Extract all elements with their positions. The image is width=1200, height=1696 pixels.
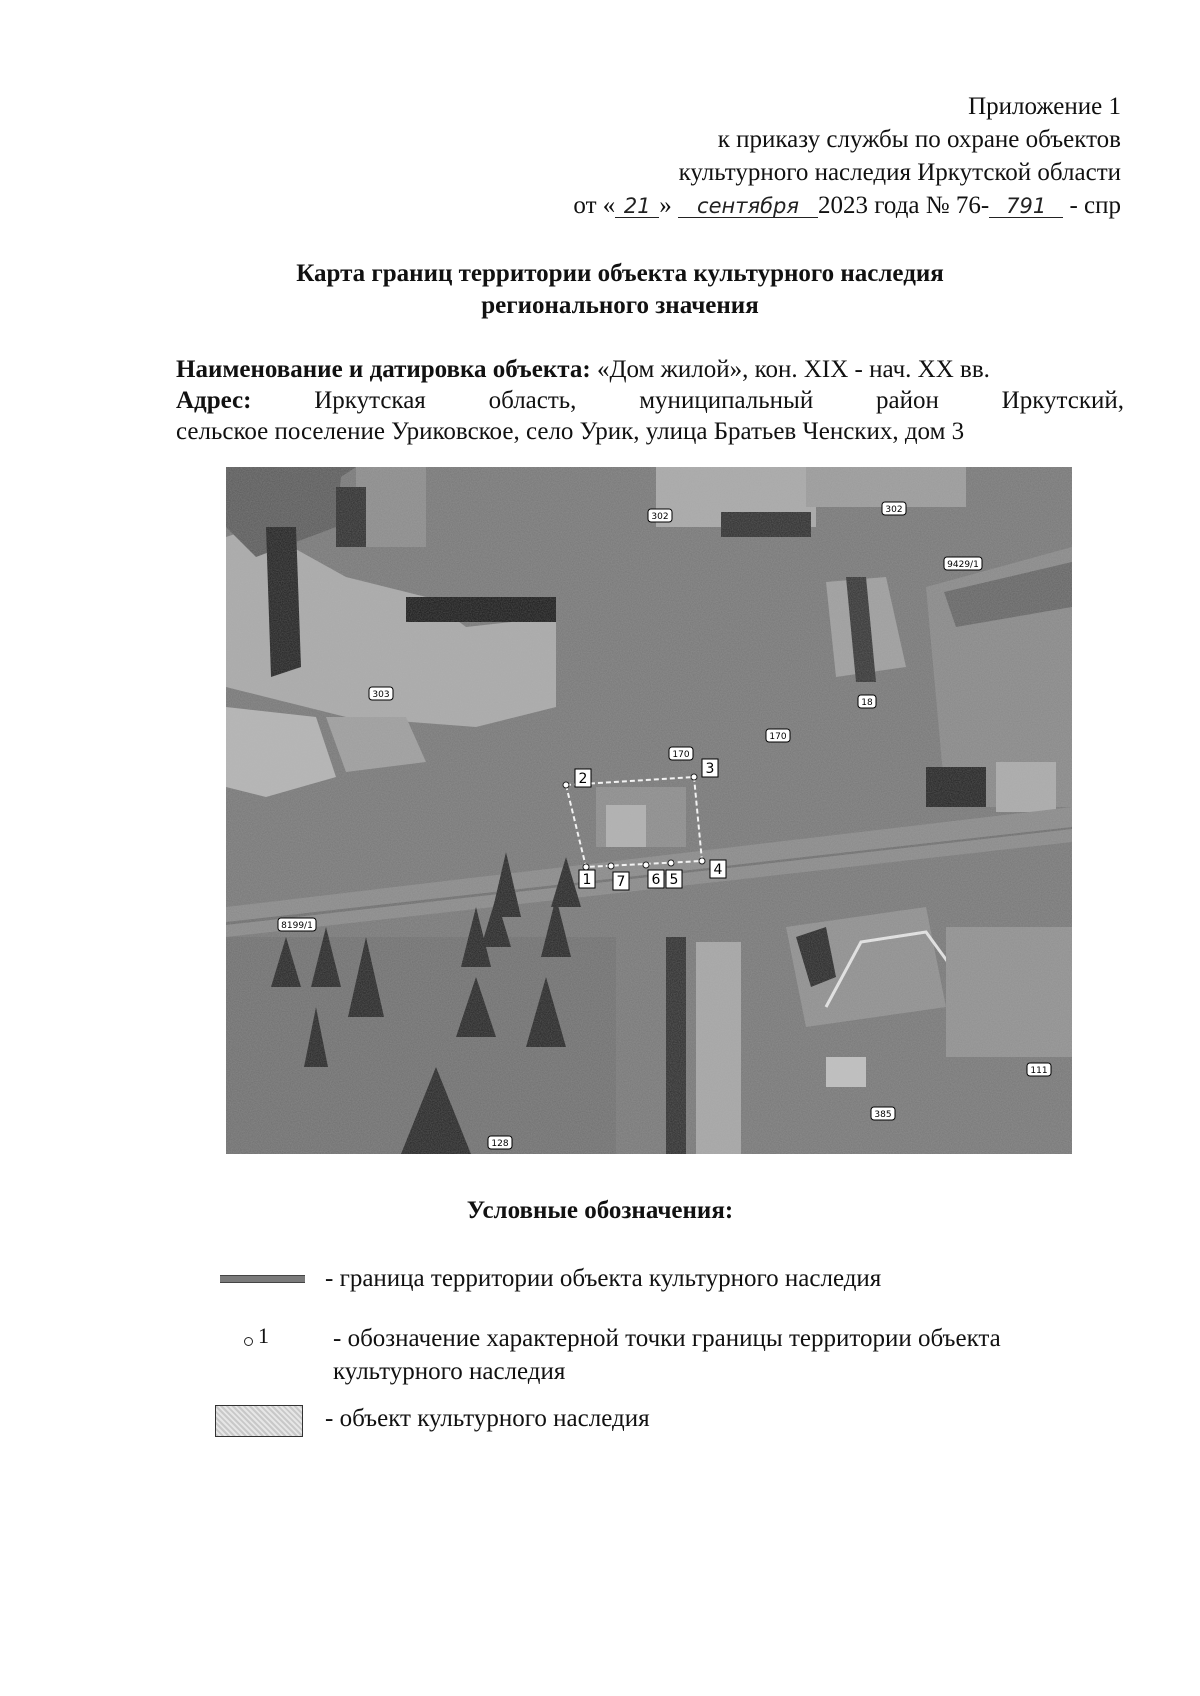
object-name-label: Наименование и датировка объекта:: [176, 356, 591, 383]
address-label: Адрес:: [176, 387, 252, 414]
point-label-5: 5: [669, 872, 679, 888]
appendix-header: [573, 90, 1121, 222]
handwritten-day: 21: [615, 195, 659, 218]
object-name-row: [176, 354, 1124, 385]
year-and-number-label: 2023 года № 76-: [818, 192, 990, 219]
address-row: [176, 385, 1124, 416]
parcel-label-385: 385: [874, 1110, 892, 1120]
appendix-number: Приложение 1: [968, 93, 1121, 120]
order-suffix: - спр: [1069, 192, 1121, 219]
handwritten-month: сентября: [678, 195, 818, 218]
boundary-point-number: 1: [258, 1323, 269, 1348]
boundary-line-symbol: [220, 1275, 305, 1283]
parcel-label-111: 111: [1030, 1066, 1048, 1076]
parcel-label-18: 18: [861, 698, 873, 708]
title-line-1: Карта границ территории объекта культурного наследия: [296, 260, 944, 287]
legend-object-text: - объект культурного наследия: [325, 1405, 650, 1432]
address-line-2: сельское поселение Уриковское, село Урик, улица Братьев Ченских, дом 3: [176, 418, 965, 445]
point-label-2: 2: [578, 771, 588, 787]
point-label-1: 1: [582, 872, 592, 888]
heritage-object-symbol: [215, 1405, 303, 1437]
date-quote-close: »: [659, 192, 672, 219]
legend-point-line-1: - обозначение характерной точки границы территории объекта: [333, 1325, 1001, 1352]
address-line-1: Иркутская область, муниципальный район Иркутский,: [314, 387, 1124, 414]
parcel-label-128: 128: [491, 1139, 509, 1149]
handwritten-order-number: 791: [989, 195, 1063, 218]
date-prefix: от «: [573, 192, 616, 219]
parcel-label-9429-1: 9429/1: [947, 560, 979, 570]
order-reference-line2: культурного наследия Иркутской области: [678, 159, 1121, 186]
legend-boundary-text: - граница территории объекта культурного наследия: [325, 1265, 882, 1292]
object-name-value: «Дом жилой», кон. XIX - нач. XX вв.: [596, 356, 990, 383]
boundary-point-symbol: [244, 1337, 253, 1346]
parcel-label-8199-1: 8199/1: [281, 921, 313, 931]
order-date-line: [573, 189, 1121, 222]
point-label-7: 7: [616, 874, 626, 890]
point-label-4: 4: [713, 862, 723, 878]
title-line-2: регионального значения: [481, 292, 759, 319]
aerial-map: [226, 467, 1072, 1154]
legend-point-line-2: культурного наследия: [333, 1358, 566, 1385]
parcel-label-303: 303: [372, 690, 390, 700]
parcel-label-170-a: 170: [672, 750, 690, 760]
object-info: [176, 354, 1124, 447]
parcel-label-170-b: 170: [769, 732, 787, 742]
order-reference-line1: к приказу службы по охране объектов: [717, 126, 1121, 153]
legend-point-text: [333, 1322, 1113, 1388]
point-label-6: 6: [651, 872, 661, 888]
document-title: [180, 258, 1060, 322]
parcel-label-302-a: 302: [651, 512, 669, 522]
point-label-3: 3: [705, 761, 715, 777]
legend-title: Условные обозначения:: [466, 1197, 734, 1224]
parcel-label-302-b: 302: [885, 505, 903, 515]
